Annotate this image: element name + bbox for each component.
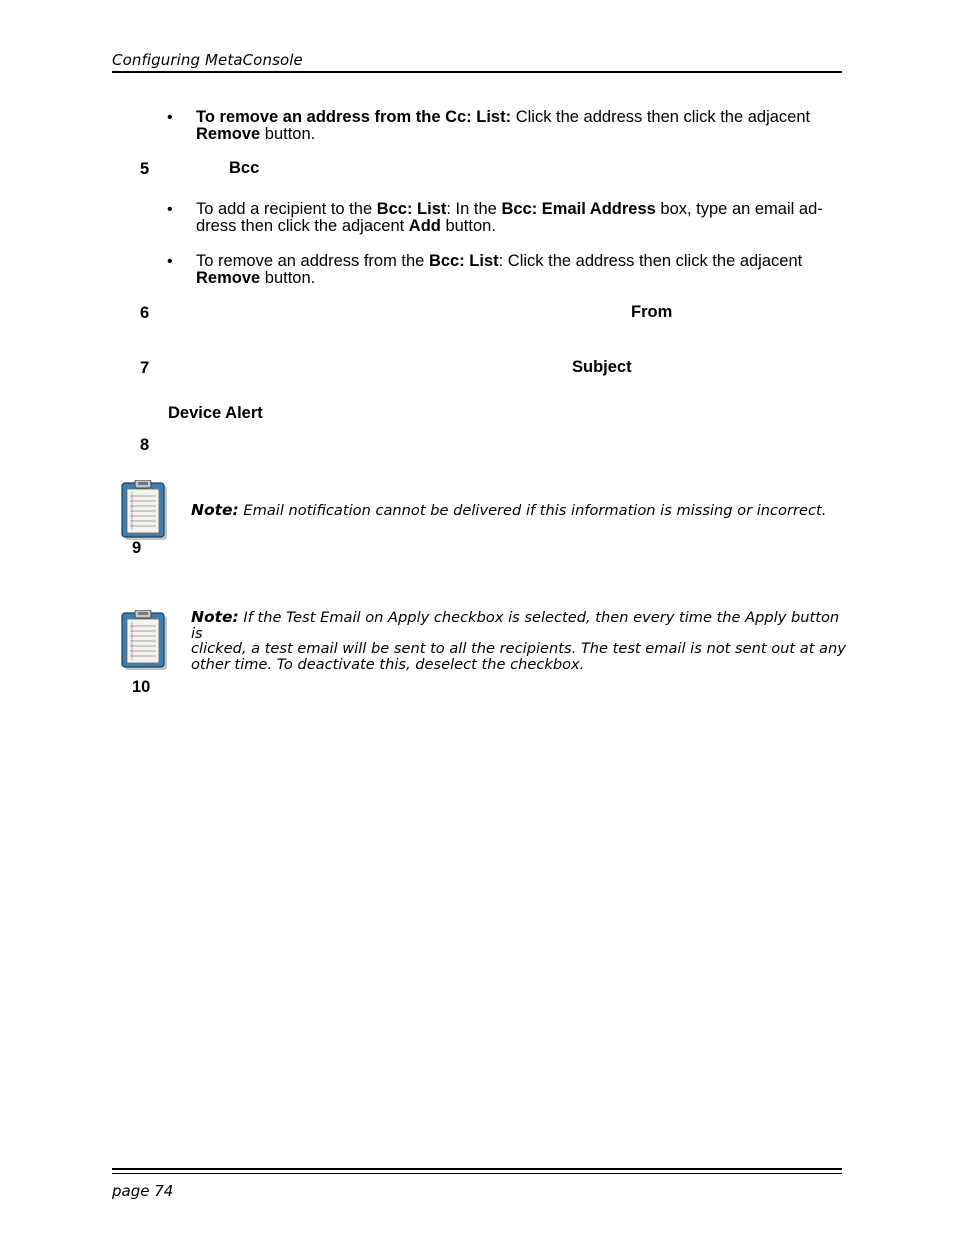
note-email-notification xyxy=(191,503,841,519)
cc-remove-lead: To remove an address from the Cc: List: xyxy=(196,108,512,126)
text-run: button. xyxy=(440,217,496,235)
step-label-bcc: Bcc xyxy=(229,159,260,177)
note-test-email xyxy=(191,610,851,672)
device-alert-label: Device Alert xyxy=(168,404,263,422)
add-label: Add xyxy=(408,217,441,235)
note-text: Email notification cannot be delivered if this information is missing or incorrect. xyxy=(238,502,827,519)
text-run: To remove an address from the xyxy=(196,252,429,270)
running-header: Configuring MetaConsole xyxy=(112,51,303,69)
cc-remove-text: Click the address then click the adjacent xyxy=(511,108,811,126)
cc-remove-instruction xyxy=(196,109,844,143)
footer-rule-bottom xyxy=(112,1173,842,1174)
bcc-list-label: Bcc: List xyxy=(428,252,499,270)
step-number: 10 xyxy=(132,678,151,696)
bullet-marker: • xyxy=(167,253,173,270)
clipboard-note-icon xyxy=(120,610,170,672)
bcc-email-address-label: Bcc: Email Address xyxy=(501,200,656,218)
step-label-from: From xyxy=(631,303,673,321)
note-text: clicked, a test email will be sent to all the recipients. The test email is not sent out at any xyxy=(191,640,846,658)
bcc-add-instruction xyxy=(196,201,844,235)
header-rule xyxy=(112,71,842,73)
bcc-list-label: Bcc: List xyxy=(376,200,447,218)
footer-rule-top xyxy=(112,1168,842,1170)
step-number: 5 xyxy=(140,160,150,178)
step-number: 8 xyxy=(140,436,150,454)
text-run: To add a recipient to the xyxy=(196,200,377,218)
note-text: If the Test Email on Apply checkbox is selected, then every time the Apply button is xyxy=(191,609,840,642)
page-number: page 74 xyxy=(112,1182,174,1200)
step-number: 7 xyxy=(140,359,150,377)
step-number: 6 xyxy=(140,304,150,322)
bullet-marker: • xyxy=(167,109,173,126)
note-text: other time. To deactivate this, deselect the checkbox. xyxy=(191,655,585,673)
text-run: box, type an email ad- xyxy=(655,200,823,218)
text-run: : Click the address then click the adjacent xyxy=(498,252,803,270)
note-label: Note: xyxy=(191,608,239,626)
text-run: : In the xyxy=(446,200,502,218)
step-number: 9 xyxy=(132,539,142,557)
text-run: dress then click the adjacent xyxy=(196,217,409,235)
cc-remove-tail: button. xyxy=(260,125,316,143)
remove-label: Remove xyxy=(196,269,261,287)
bullet-marker: • xyxy=(167,201,173,218)
step-label-subject: Subject xyxy=(572,358,632,376)
remove-label: Remove xyxy=(196,125,261,143)
bcc-remove-instruction xyxy=(196,253,844,287)
note-label: Note: xyxy=(191,501,239,519)
clipboard-note-icon xyxy=(120,480,170,542)
text-run: button. xyxy=(260,269,316,287)
